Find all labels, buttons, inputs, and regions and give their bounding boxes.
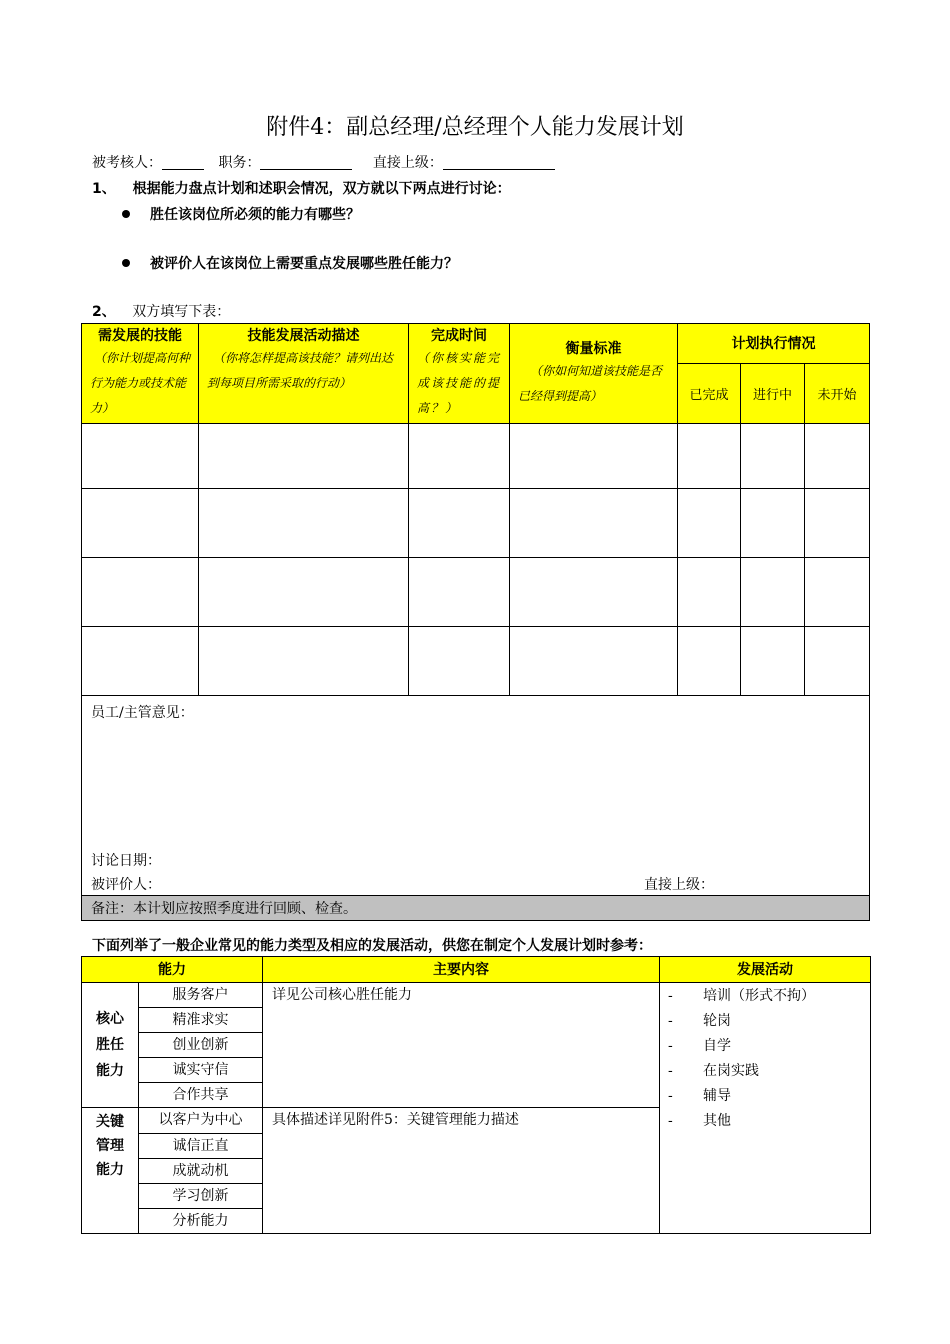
col-time-header xyxy=(409,324,510,424)
mgmt-item: 学习创新 xyxy=(139,1184,263,1209)
core-label: 核心胜任能力 xyxy=(82,983,139,1108)
plan-cell[interactable] xyxy=(741,558,805,627)
col-time-title: 完成时间 xyxy=(431,328,487,344)
plan-cell[interactable] xyxy=(199,627,409,696)
status-done: 已完成 xyxy=(678,364,741,424)
activity-item xyxy=(668,984,862,1009)
dash-icon: - xyxy=(668,1113,673,1129)
table-row xyxy=(82,627,870,696)
plan-cell[interactable] xyxy=(510,558,678,627)
section2-num: 2、 xyxy=(92,304,116,320)
col-time-hint: （你核实能完成该技能的提高？） xyxy=(417,351,502,415)
plan-cell[interactable] xyxy=(409,627,510,696)
plan-cell[interactable] xyxy=(82,558,199,627)
activities-cell xyxy=(660,983,871,1234)
plan-cell[interactable] xyxy=(805,489,870,558)
col-measure-hint: （你如何知道该技能是否已经得到提高） xyxy=(518,363,663,403)
plan-cell[interactable] xyxy=(82,424,199,489)
position-label: 职务： xyxy=(218,155,261,171)
superior-label: 直接上级： xyxy=(372,155,443,171)
position-blank[interactable] xyxy=(260,155,352,170)
activity-label: 轮岗 xyxy=(703,1013,731,1029)
core-content: 详见公司核心胜任能力 xyxy=(263,983,660,1108)
mgmt-content: 具体描述详见附件5：关键管理能力描述 xyxy=(263,1108,660,1234)
plan-cell[interactable] xyxy=(741,627,805,696)
mgmt-item: 成就动机 xyxy=(139,1159,263,1184)
col-skill-hint: （你计划提高何种行为能力或技术能力） xyxy=(90,351,191,415)
dash-icon: - xyxy=(668,1038,673,1054)
plan-cell[interactable] xyxy=(805,424,870,489)
col-status-header: 计划执行情况 xyxy=(678,324,870,364)
section1-num: 1、 xyxy=(92,181,116,197)
plan-cell[interactable] xyxy=(409,489,510,558)
col-activity-hint: （你将怎样提高该技能？请列出达到每项目所需采取的行动） xyxy=(207,351,394,390)
mgmt-label: 关键管理能力 xyxy=(82,1108,139,1234)
bullet-icon xyxy=(122,210,130,218)
bullet-text: 被评价人在该岗位上需要重点发展哪些胜任能力？ xyxy=(150,256,458,272)
plan-cell[interactable] xyxy=(678,627,741,696)
section2-heading xyxy=(92,301,230,321)
ref-intro: 下面列举了一般企业常见的能力类型及相应的发展活动，供您在制定个人发展计划时参考： xyxy=(92,938,652,954)
reference-table xyxy=(81,956,871,1234)
activity-item xyxy=(668,1084,862,1109)
plan-cell[interactable] xyxy=(199,424,409,489)
superior-blank[interactable] xyxy=(443,155,555,170)
activity-label: 在岗实践 xyxy=(703,1063,759,1079)
activity-item xyxy=(668,1109,862,1134)
status-not-started: 未开始 xyxy=(805,364,870,424)
mgmt-item: 分析能力 xyxy=(139,1209,263,1234)
col-measure-header xyxy=(510,324,678,424)
mgmt-item: 诚信正直 xyxy=(139,1134,263,1159)
table-row xyxy=(82,558,870,627)
core-item: 合作共享 xyxy=(139,1083,263,1108)
mgmt-item: 以客户为中心 xyxy=(139,1108,263,1134)
core-item: 服务客户 xyxy=(139,983,263,1008)
plan-cell[interactable] xyxy=(678,489,741,558)
dash-icon: - xyxy=(668,1088,673,1104)
plan-cell[interactable] xyxy=(678,558,741,627)
plan-cell[interactable] xyxy=(409,424,510,489)
section1-heading xyxy=(92,178,511,198)
plan-cell[interactable] xyxy=(199,489,409,558)
activity-label: 辅导 xyxy=(703,1088,731,1104)
examinee-label: 被考核人： xyxy=(92,155,162,171)
plan-cell[interactable] xyxy=(678,424,741,489)
col-skill-header xyxy=(82,324,199,424)
activity-item xyxy=(668,1034,862,1059)
plan-cell[interactable] xyxy=(409,558,510,627)
plan-table xyxy=(81,323,870,921)
ref-header-ability: 能力 xyxy=(82,957,263,983)
note-row: 备注：本计划应按照季度进行回顾、检查。 xyxy=(82,896,870,921)
activity-label: 自学 xyxy=(703,1038,731,1054)
page-title: 附件4：副总经理/总经理个人能力发展计划 xyxy=(266,115,684,140)
plan-cell[interactable] xyxy=(82,627,199,696)
date-label: 讨论日期： xyxy=(91,853,161,869)
ref-header-activity: 发展活动 xyxy=(660,957,871,983)
table-row xyxy=(82,489,870,558)
section2-text: 双方填写下表： xyxy=(132,304,231,320)
bullet-item xyxy=(122,204,360,224)
status-in-progress: 进行中 xyxy=(741,364,805,424)
activity-label: 其他 xyxy=(703,1113,731,1129)
plan-cell[interactable] xyxy=(510,489,678,558)
opinion-area[interactable] xyxy=(82,696,870,896)
dash-icon: - xyxy=(668,1063,673,1079)
plan-cell[interactable] xyxy=(741,489,805,558)
plan-cell[interactable] xyxy=(805,627,870,696)
plan-cell[interactable] xyxy=(510,424,678,489)
plan-cell[interactable] xyxy=(741,424,805,489)
opinion-label: 员工/主管意见： xyxy=(91,705,194,721)
evaluatee-label: 被评价人： xyxy=(91,877,161,893)
section1-text: 根据能力盘点计划和述职会情况，双方就以下两点进行讨论： xyxy=(132,181,511,197)
plan-cell[interactable] xyxy=(82,489,199,558)
superior-sign-label: 直接上级： xyxy=(644,877,714,893)
plan-cell[interactable] xyxy=(510,627,678,696)
dash-icon: - xyxy=(668,988,673,1004)
table-row xyxy=(82,424,870,489)
ref-header-content: 主要内容 xyxy=(263,957,660,983)
core-item: 精准求实 xyxy=(139,1008,263,1033)
examinee-blank[interactable] xyxy=(162,155,204,170)
info-line xyxy=(92,152,559,172)
bullet-text: 胜任该岗位所必须的能力有哪些？ xyxy=(150,207,360,223)
activity-item xyxy=(668,1009,862,1034)
col-activity-header xyxy=(199,324,409,424)
plan-cell[interactable] xyxy=(805,558,870,627)
activity-item xyxy=(668,1059,862,1084)
core-item: 诚实守信 xyxy=(139,1058,263,1083)
bullet-icon xyxy=(122,259,130,267)
plan-cell[interactable] xyxy=(199,558,409,627)
activity-label: 培训（形式不拘） xyxy=(703,988,815,1004)
col-measure-title: 衡量标准 xyxy=(565,340,622,357)
bullet-item xyxy=(122,253,458,273)
col-activity-title: 技能发展活动描述 xyxy=(247,328,360,344)
col-skill-title: 需发展的技能 xyxy=(98,328,182,344)
dash-icon: - xyxy=(668,1013,673,1029)
core-item: 创业创新 xyxy=(139,1033,263,1058)
